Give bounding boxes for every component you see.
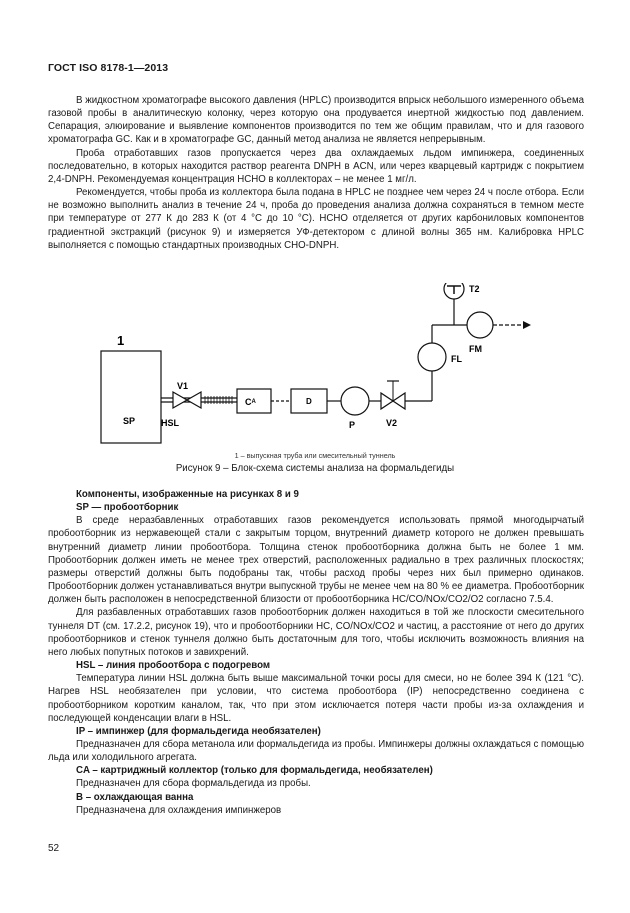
exhaust-pipe-box bbox=[101, 351, 161, 443]
label-p: P bbox=[349, 420, 356, 430]
label-d: D bbox=[306, 397, 312, 406]
sp-text-2: Для разбавленных отработавших газов пробоотборник должен находиться в той же плоскости смесительного туннеля DT (см. 17.2.2, рисунок 19), что и пробоотборники HC, CO/NOx/CO2 и частиц, а расстояние от него до других пробоотборников и стенок туннеля должно быть достаточным для того, чтобы исключить возможность влияния на него любых попутных потоков и завихрений. bbox=[48, 607, 584, 658]
paragraph-storage: Рекомендуется, чтобы проба из коллектора была подана в HPLC не позднее чем через 24 ч после отбора. Если не возможно выполнить анализ в течение 24 ч, проба до проведения анализа должна сохраняться в темном месте при температуре от 277 К до 283 К (от 4 °С до 10 °С). HCHO отделяется от других карбониловых компонентов градиентной экстракций (рисунок 9) и измеряется УФ-детектором с длиной волны 365 нм. Калибровка HPLC выполняется с помощью стандартных производных CHO-DNPH. bbox=[48, 187, 584, 251]
intro-section bbox=[48, 94, 584, 252]
label-ca: $C^A$ bbox=[245, 397, 256, 407]
ip-text: Предназначен для сбора метанола или формальдегида из пробы. Импинжеры должны охлаждаться с помощью льда или холодильного агрегата. bbox=[48, 738, 585, 764]
sp-heading: SP — пробоотборник bbox=[76, 502, 179, 514]
b-heading: B – охлаждающая ванна bbox=[76, 791, 194, 803]
components-heading: Компоненты, изображенные на рисунках 8 и 9 bbox=[76, 489, 299, 500]
ca-text: Предназначен для сбора формальдегида из пробы. bbox=[76, 778, 311, 790]
b-text: Предназначена для охлаждения импинжеров bbox=[76, 804, 282, 816]
label-fm: FM bbox=[469, 344, 482, 354]
label-t2: T2 bbox=[469, 284, 480, 294]
label-1: 1 bbox=[117, 333, 125, 348]
label-hsl: HSL bbox=[161, 418, 179, 428]
label-v2: V2 bbox=[386, 418, 398, 428]
document-header: ГОСТ ISO 8178-1—2013 bbox=[48, 62, 169, 74]
paragraph-impinger: Проба отработавших газов пропускается через два охлаждаемых льдом импинжера, соединенных последовательно, в которых находится раствор реагента DNPH в ACN, или через кварцевый картридж с покрытием 2,4-DNPH. Рекомендуемая концентрация HCHO в коллекторах – не менее 1 мг/л. bbox=[48, 147, 584, 185]
paragraph-hplc: В жидкостном хроматографе высокого давления (HPLC) производится впрыск небольшого измеренного объема газовой пробы в аналитическую колонку, через которую она продувается инертной жидкостью под давлением. Сепарация, элюирование и выявление компонентов производится по тем же общим правилам, что и для газового хроматографа GC. Как и в хроматографе GC, данный метод анализа не является непрерывным. bbox=[48, 95, 584, 146]
components-section bbox=[48, 488, 584, 817]
pump-p-icon bbox=[341, 387, 369, 415]
hsl-text: Температура линии HSL должна быть выше максимальной точки росы для смеси, но не более 394 К (121 °С). Нагрев HSL необязателен при условии, что система пробоотбора (IP) непосредственно соединена с пробоотборником коротким каналом, так, что при этом исключается потеря части пробы из-за охлаждения и последующей конденсации влаги в HSL. bbox=[48, 673, 584, 724]
ca-heading: CA – картриджный коллектор (только для формальдегида, необязателен) bbox=[76, 765, 433, 777]
label-v1: V1 bbox=[177, 381, 189, 391]
page-number: 52 bbox=[48, 843, 60, 854]
outlet-arrow-icon bbox=[523, 321, 531, 329]
valve-v2-icon bbox=[381, 393, 393, 409]
gas-meter-fm-icon bbox=[467, 312, 493, 338]
flowmeter-fl-icon bbox=[418, 343, 446, 371]
sp-text: В среде неразбавленных отработавших газов рекомендуется использовать прямой многодырчатый пробоотборник из нержавеющей стали с закрытым торцом, внутренний диаметр которого не должен превышать внутренний диаметр линии пробоотбора. Толщина стенок пробоотборника должна быть не более 1 мм. Пробоотборник должен иметь не менее трех отверстий, расположенных радиально в трех различных плоскостях; размеры отверстий должны быть подобраны так, чтобы расход пробы через них был примерно одинаков. Пробоотборник должен устанавливаться внутри выпускной трубы не менее чем на 80 % ее диаметра. Пробоотборник должен быть расположен в непосредственной близости от пробоотборника HC/CO/NOx/CO2/O2 согласно 7.5.4. bbox=[48, 515, 584, 606]
figure-note: 1 – выпускная труба или смесительный туннель bbox=[234, 451, 396, 460]
valve-v1-icon bbox=[173, 392, 187, 408]
figure-caption: Рисунок 9 – Блок-схема системы анализа на формальдегиды bbox=[175, 463, 455, 474]
hsl-heading: HSL – линия пробоотбора с подогревом bbox=[76, 660, 271, 672]
ip-heading: IP – импинжер (для формальдегида необязателен) bbox=[76, 725, 321, 737]
label-fl: FL bbox=[451, 354, 462, 364]
formaldehyde-system-diagram bbox=[95, 283, 535, 448]
label-sp: SP bbox=[123, 416, 136, 426]
